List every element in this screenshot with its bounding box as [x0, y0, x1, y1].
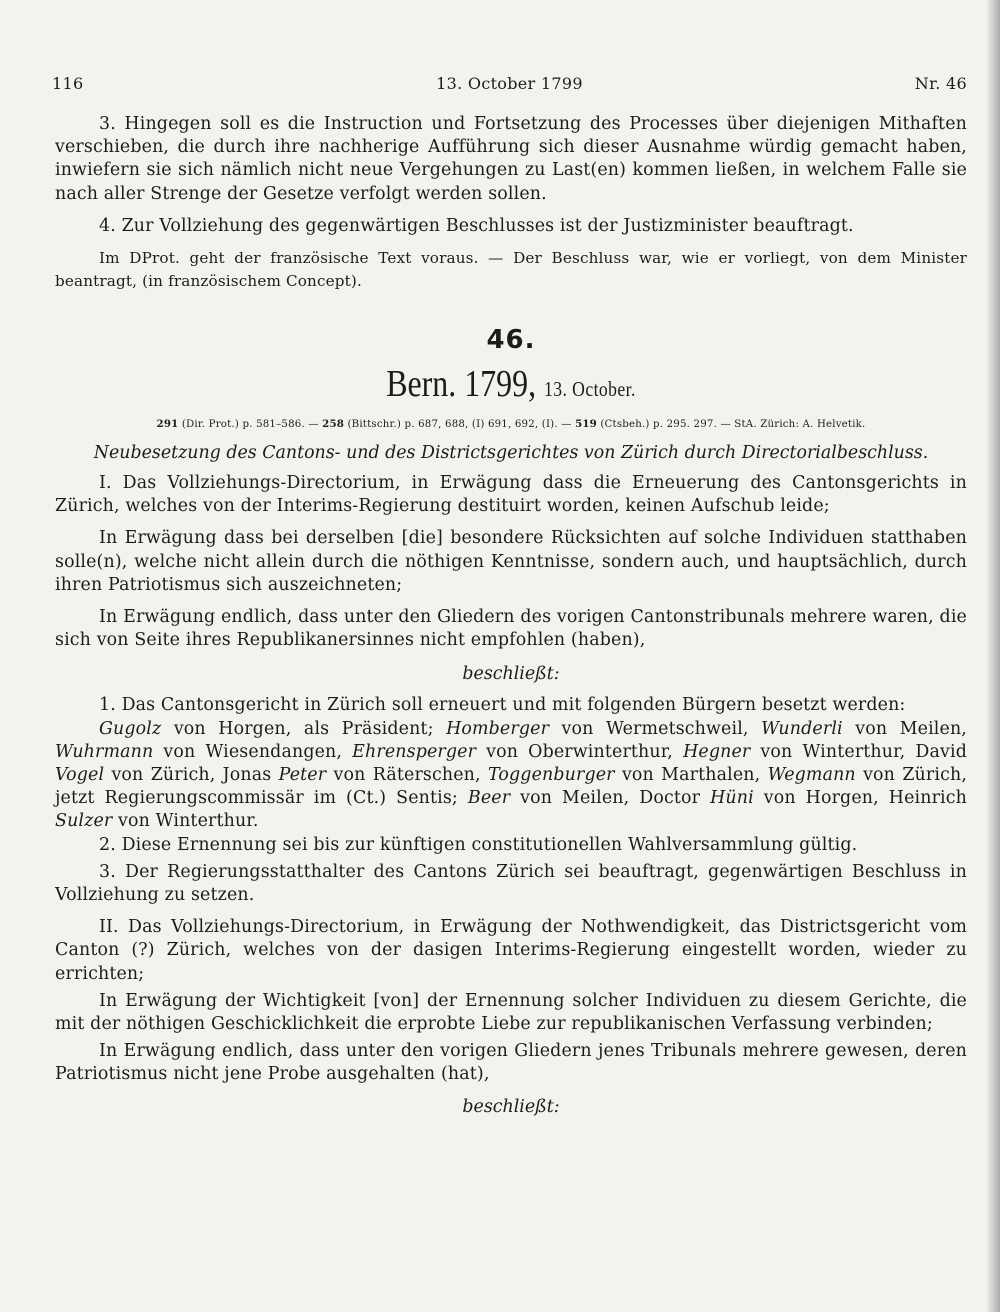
- running-header: [52, 74, 967, 98]
- member-text: von Wiesendangen,: [153, 741, 353, 762]
- member-text: von Oberwinterthur,: [476, 741, 684, 762]
- member-text: von Winterthur.: [112, 811, 259, 832]
- prev-editorial-note: Im DProt. geht der französische Text voraus. — Der Beschluss war, wie er vorliegt, von dem Minister beantragt, (in französischem Concept).: [55, 249, 967, 291]
- part2-intro: II. Das Vollziehungs-Directorium, in Erwägung der Nothwendigkeit, das Districtsgericht vom Canton (?) Zürich, welches von der dasigen Interims-Regierung eingestellt worden, wieder zu errichten;: [55, 917, 967, 984]
- prev-paragraph-4: 4. Zur Vollziehung des gegenwärtigen Beschlusses ist der Justizminister beauftragt.: [99, 215, 854, 236]
- source-3-text: (Ctsbeh.) p. 295. 297. — StA. Zürich: A. Helvetik.: [596, 419, 866, 431]
- member-name: Toggenburger: [487, 765, 615, 786]
- member-name: Wuhrmann: [55, 741, 154, 762]
- header-date: 13. October 1799: [436, 74, 583, 93]
- prev-paragraph-3: 3. Hingegen soll es die Instruction und Fortsetzung des Processes über diejenigen Mithaften verschieben, die durch ihre nachherige Aufführung sich dieser Ausnahme würdig gemacht haben, inwiefern sie sich nämlich nicht neue Vergehungen zu Last(en) kommen ließen, in welchem Falle sie nach aller Strenge der Gesetze verfolgt werden sollen.: [55, 114, 967, 204]
- source-2-text: (Bittschr.) p. 687, 688, (I) 691, 692, (I). —: [344, 419, 576, 431]
- article-1: 1. Das Cantonsgericht in Zürich soll erneuert und mit folgenden Bürgern besetzt werden:: [99, 695, 906, 716]
- member-text: von Winterthur, David: [750, 741, 968, 762]
- document-number: 46.: [486, 325, 536, 356]
- part2-consideration-2: In Erwägung der Wichtigkeit [von] der Ernennung solcher Individuen zu diesem Gerichte, die mit der nöthigen Geschicklichkeit die erprobte Liebe zur republikanischen Verfassung verbinden;: [55, 990, 967, 1035]
- doc-year: 1799,: [464, 363, 537, 406]
- member-name: Wegmann: [767, 765, 856, 786]
- member-text: von Zürich, jetzt Regierungscommissär im (Ct.) Sentis;: [55, 765, 967, 809]
- court-members-list: [55, 718, 967, 834]
- member-name: Homberger: [446, 718, 550, 739]
- member-name: Hüni: [710, 788, 754, 809]
- source-1-number: 291: [156, 418, 179, 431]
- doc-place: Bern.: [386, 363, 457, 406]
- resolution-heading-2: beschließt:: [462, 1096, 560, 1117]
- member-name: Hegner: [683, 741, 751, 762]
- source-1-text: (Dir. Prot.) p. 581–586. —: [178, 419, 323, 431]
- part1-consideration-3: In Erwägung endlich, dass unter den Gliedern des vorigen Cantonstribunals mehrere waren, die sich von Seite ihres Republikanersinnes nicht empfohlen (haben),: [55, 607, 967, 651]
- member-name: Peter: [278, 765, 327, 786]
- header-doc-ref: Nr. 46: [914, 74, 967, 93]
- source-references: [55, 418, 967, 430]
- article-2: 2. Diese Ernennung sei bis zur künftigen constitutionellen Wahlversammlung gültig.: [99, 834, 858, 855]
- part2-consideration-3: In Erwägung endlich, dass unter den vorigen Gliedern jenes Tribunals mehrere gewesen, deren Patriotismus nicht jene Probe ausgehalten (hat),: [55, 1041, 967, 1085]
- member-text: von Meilen,: [842, 718, 967, 739]
- source-3-number: 519: [575, 418, 597, 431]
- resolution-heading-1: beschließt:: [462, 664, 560, 685]
- member-text: von Räterschen,: [326, 765, 488, 786]
- part1-intro: I. Das Vollziehungs-Directorium, in Erwägung dass die Erneuerung des Cantonsgerichts in Zürich, welches von der Interims-Regierung destituirt worden, keinen Aufschub leide;: [55, 473, 967, 517]
- member-name: Beer: [467, 788, 511, 809]
- article-3: 3. Der Regierungsstatthalter des Cantons Zürich sei beauftragt, gegenwärtigen Beschluss in Vollziehung zu setzen.: [55, 861, 967, 906]
- member-text: von Horgen, als Präsident;: [161, 718, 447, 739]
- member-text: von Marthalen,: [614, 765, 768, 786]
- member-name: Vogel: [55, 765, 105, 786]
- member-name: Ehrensperger: [352, 741, 477, 762]
- document-subject: Neubesetzung des Cantons- und des Districtsgerichtes von Zürich durch Directorialbeschluss.: [93, 443, 929, 464]
- member-text: von Meilen, Doctor: [510, 788, 711, 809]
- doc-date: 13. October.: [544, 377, 636, 402]
- source-2-number: 258: [322, 418, 345, 431]
- part1-consideration-2: In Erwägung dass bei derselben [die] besondere Rücksichten auf solche Individuen statthaben solle(n), welche nicht allein durch die nöthigen Kenntnisse, sondern auch, und hauptsächlich, durch ihren Patriotismus sich auszeichneten;: [55, 528, 967, 595]
- member-name: Wunderli: [761, 718, 843, 739]
- member-text: von Zürich, Jonas: [104, 765, 279, 786]
- page-number: 116: [52, 74, 84, 93]
- member-name: Gugolz: [99, 718, 162, 739]
- member-text: von Wermetschweil,: [549, 718, 762, 739]
- document-place-date: [128, 363, 894, 410]
- member-name: Sulzer: [55, 811, 113, 832]
- member-text: von Horgen, Heinrich: [753, 788, 967, 809]
- page-body: [55, 113, 967, 1127]
